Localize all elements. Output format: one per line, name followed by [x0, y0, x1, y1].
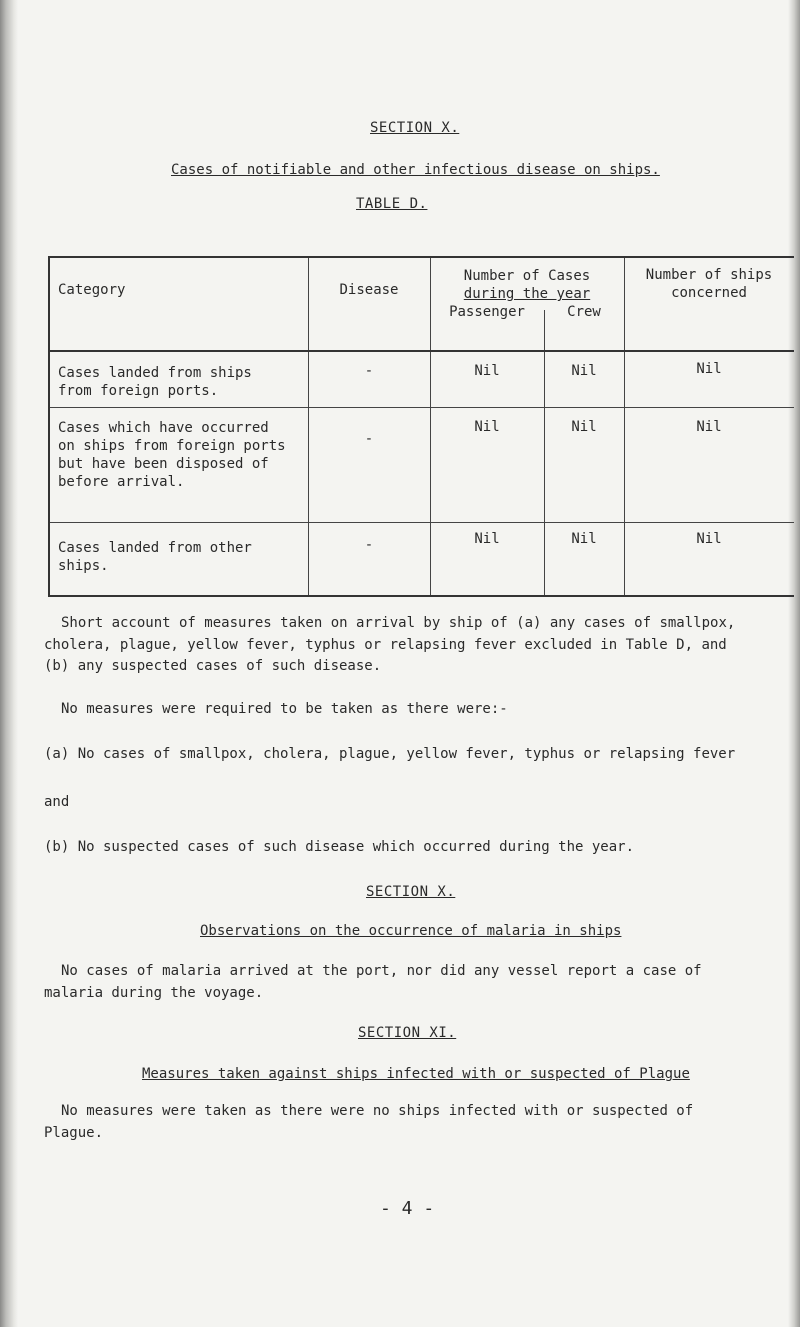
row3-category-line1: Cases landed from other: [58, 540, 252, 556]
header-ships-line2: concerned: [671, 285, 747, 301]
row2-category-line2: on ships from foreign ports: [58, 438, 286, 454]
header-disease: Disease: [339, 282, 399, 298]
row-rule: [50, 407, 794, 408]
row1-passenger: Nil: [474, 363, 500, 379]
section-x-body-line2: malaria during the voyage.: [44, 985, 264, 1001]
row2-ships: Nil: [696, 419, 722, 435]
item-b: (b) No suspected cases of such disease which occurred during the year.: [44, 839, 635, 855]
row2-category-line4: before arrival.: [58, 474, 185, 490]
table-label: TABLE D.: [356, 196, 428, 212]
scan-edge-right: [788, 0, 800, 1327]
header-crew: Crew: [567, 304, 601, 320]
row3-category-line2: ships.: [58, 558, 109, 574]
row2-disease: -: [364, 431, 374, 447]
col-divider: [544, 310, 545, 595]
section-heading-top: SECTION X.: [370, 120, 460, 136]
header-rule: [50, 350, 794, 352]
section-xi-body-line1: No measures were taken as there were no ships infected with or suspected of: [61, 1103, 694, 1119]
section-xi-subheading: Measures taken against ships infected with or suspected of Plague: [142, 1066, 690, 1082]
row2-crew: Nil: [571, 419, 597, 435]
row2-category-line1: Cases which have occurred: [58, 420, 269, 436]
row1-ships: Nil: [696, 361, 722, 377]
page-number: - 4 -: [380, 1198, 435, 1219]
row3-disease: -: [364, 537, 374, 553]
header-category: Category: [58, 282, 126, 298]
row3-passenger: Nil: [474, 531, 500, 547]
header-number-of-cases: Number of Cases: [463, 268, 591, 284]
and-word: and: [44, 794, 70, 810]
section-subtitle: Cases of notifiable and other infectious disease on ships.: [171, 162, 660, 178]
header-ships-line1: Number of ships: [645, 267, 773, 283]
row3-ships: Nil: [696, 531, 722, 547]
section-x-heading: SECTION X.: [366, 884, 456, 900]
row2-passenger: Nil: [474, 419, 500, 435]
header-passenger: Passenger: [449, 304, 525, 320]
section-xi-heading: SECTION XI.: [358, 1025, 457, 1041]
row1-category-line1: Cases landed from ships: [58, 365, 252, 381]
short-account-line2: cholera, plague, yellow fever, typhus or relapsing fever excluded in Table D, and: [44, 637, 727, 653]
section-x-subheading: Observations on the occurrence of malaria in ships: [200, 923, 622, 939]
row-rule: [50, 522, 794, 523]
section-xi-body-line2: Plague.: [44, 1125, 104, 1141]
no-measures-text: No measures were required to be taken as there were:-: [61, 701, 508, 717]
short-account-line3: (b) any suspected cases of such disease.: [44, 658, 382, 674]
header-during-year: during the year: [463, 286, 591, 302]
row2-category-line3: but have been disposed of: [58, 456, 269, 472]
table-d: [48, 256, 794, 597]
short-account-line1: Short account of measures taken on arrival by ship of (a) any cases of smallpox,: [61, 615, 736, 631]
section-x-body-line1: No cases of malaria arrived at the port, nor did any vessel report a case of: [61, 963, 702, 979]
row1-category-line2: from foreign ports.: [58, 383, 219, 399]
row1-disease: -: [364, 363, 374, 379]
item-a: (a) No cases of smallpox, cholera, plague, yellow fever, typhus or relapsing fever: [44, 746, 736, 762]
scan-edge-left: [0, 0, 18, 1327]
row1-crew: Nil: [571, 363, 597, 379]
row3-crew: Nil: [571, 531, 597, 547]
